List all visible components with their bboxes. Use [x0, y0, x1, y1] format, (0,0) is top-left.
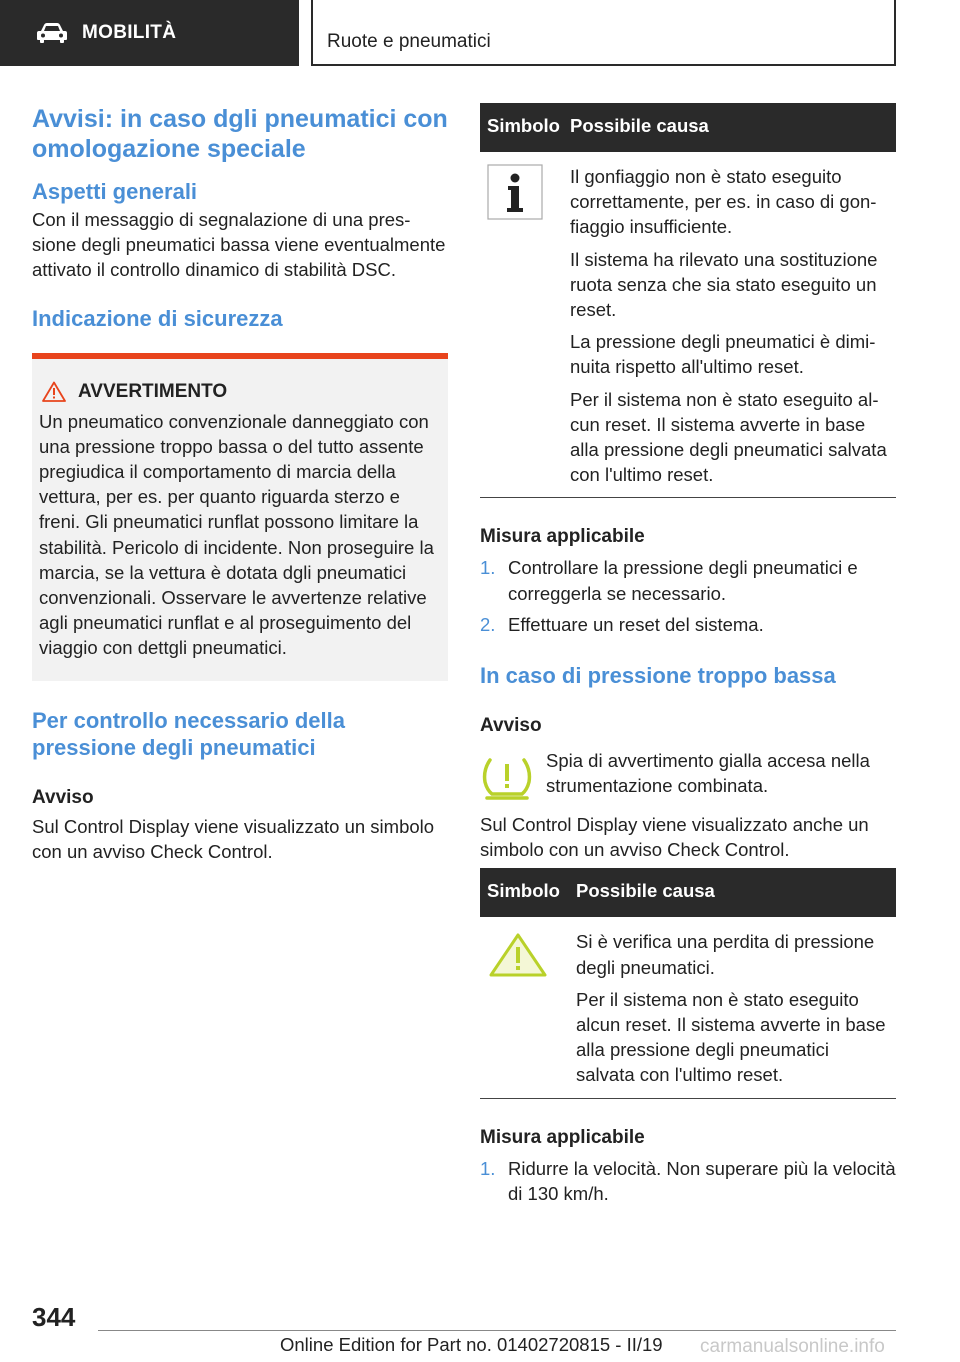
cause-text: La pressione degli pneumatici è diminuita rispetto all'ultimo reset.	[570, 331, 876, 378]
chapter-tab	[311, 0, 896, 66]
right-column	[480, 103, 896, 1206]
page-number: 344	[32, 1302, 76, 1332]
warning-header	[42, 381, 440, 403]
table-header	[480, 103, 896, 152]
table-header	[480, 868, 896, 917]
info-icon	[487, 164, 543, 220]
low-pressure-heading: In caso di pressione troppo bassa	[480, 663, 836, 689]
symbol-cell	[480, 164, 570, 487]
cause-cell	[576, 929, 896, 1087]
display-text: Sul Control Display viene visualizzato anche un simbolo con un avviso Check Control.	[480, 814, 869, 861]
table-row	[480, 152, 896, 498]
check-heading: Per controllo necessario della pressione degli pneumatici	[32, 707, 346, 760]
cause-table-1	[480, 103, 896, 498]
warning-box	[32, 353, 448, 681]
measure-heading: Misura applicabile	[480, 526, 645, 548]
left-column	[32, 100, 448, 864]
section-title: MOBILITÀ	[82, 22, 177, 43]
warning-title: AVVERTIMENTO	[78, 380, 228, 402]
footer-divider	[98, 1330, 896, 1331]
warning-triangle-icon	[42, 381, 66, 402]
list-text: Controllare la pressione degli pneumatici e correggerla se necessario.	[508, 557, 858, 604]
page-title: Avvisi: in caso dgli pneumatici con omologazione speciale	[32, 105, 448, 163]
cause-text: Si è verifica una perdita di pressione degli pneumatici.	[576, 931, 875, 978]
list-number: 2.	[480, 613, 496, 635]
lamp-text: Spia di avvertimento gialla accesa nella strumentazione combinata.	[546, 750, 870, 797]
warning-triangle-icon	[487, 931, 549, 979]
cause-text: Il gonfiaggio non è stato eseguito correttamente, per es. in caso di gonfiaggio insufficiente.	[570, 166, 877, 238]
measure-heading: Misura applicabile	[480, 1126, 645, 1148]
cause-cell	[570, 164, 896, 487]
symbol-column-header: Simbolo	[487, 880, 560, 902]
cause-column-header: Possibile causa	[570, 115, 709, 136]
list-text: Ridurre la velocità. Non superare più la velocità di 130 km/h.	[508, 1157, 896, 1204]
list-item	[480, 612, 896, 637]
tire-pressure-lamp-icon	[480, 754, 534, 802]
symbol-cell	[480, 929, 576, 1087]
cause-text: Per il sistema non è stato eseguito alcun reset. Il sistema avverte in base alla pressione degli pneumatici salvata con l'ultimo reset.	[576, 988, 886, 1086]
cause-text: Per il sistema non è stato eseguito alcun reset. Il sistema avverte in base alla pressione degli pneumatici salvata con l'ultimo reset.	[570, 388, 887, 486]
list-item	[480, 1156, 896, 1206]
edition-text: Online Edition for Part no. 01402720815 - II/19	[280, 1334, 663, 1355]
cause-column-header: Possibile causa	[576, 880, 715, 902]
list-text: Effettuare un reset del sistema.	[508, 613, 764, 635]
notice-text: Sul Control Display viene visualizzato un simbolo con un avviso Check Control.	[32, 815, 435, 862]
safety-heading: Indicazione di sicurezza	[32, 305, 283, 331]
watermark: carmanualsonline.info	[700, 1336, 885, 1357]
notice-label: Avviso	[32, 786, 94, 808]
cause-table-2	[480, 868, 896, 1098]
car-icon	[36, 22, 68, 44]
symbol-column-header: Simbolo	[487, 115, 560, 136]
cause-text: Il sistema ha rilevato una sostituzione ruota senza che sia stato eseguito un reset.	[570, 248, 878, 321]
general-text: Con il messaggio di segnalazione di una pressione degli pneumatici bassa viene eventualmente attivato il controllo dinamico di stabilità DSC.	[32, 209, 446, 281]
list-item	[480, 555, 896, 605]
general-heading: Aspetti generali	[32, 179, 198, 204]
page-header	[0, 0, 960, 66]
list-number: 1.	[480, 557, 496, 579]
lamp-notice	[480, 748, 896, 802]
section-tab	[0, 0, 299, 66]
notice-label: Avviso	[480, 715, 542, 737]
list-number: 1.	[480, 1157, 496, 1179]
chapter-title: Ruote e pneumatici	[327, 31, 491, 52]
warning-text: Un pneumatico convenzionale danneggiato con una pressione troppo bassa o del tutto assente pregiudica il comportamento di marcia della vettura, per es. per quanto riguarda sterzo e freni. Gli pneumatici runflat possono limitare la stabilità. Pericolo di incidente. Non proseguire la marcia, se la vettura è dotata dgli pneumatici convenzionali. Osservare le avvertenze relative agli pneumatici runflat e al proseguimento del viaggio con dettgli pneumatici.	[39, 410, 434, 659]
table-row	[480, 917, 896, 1098]
